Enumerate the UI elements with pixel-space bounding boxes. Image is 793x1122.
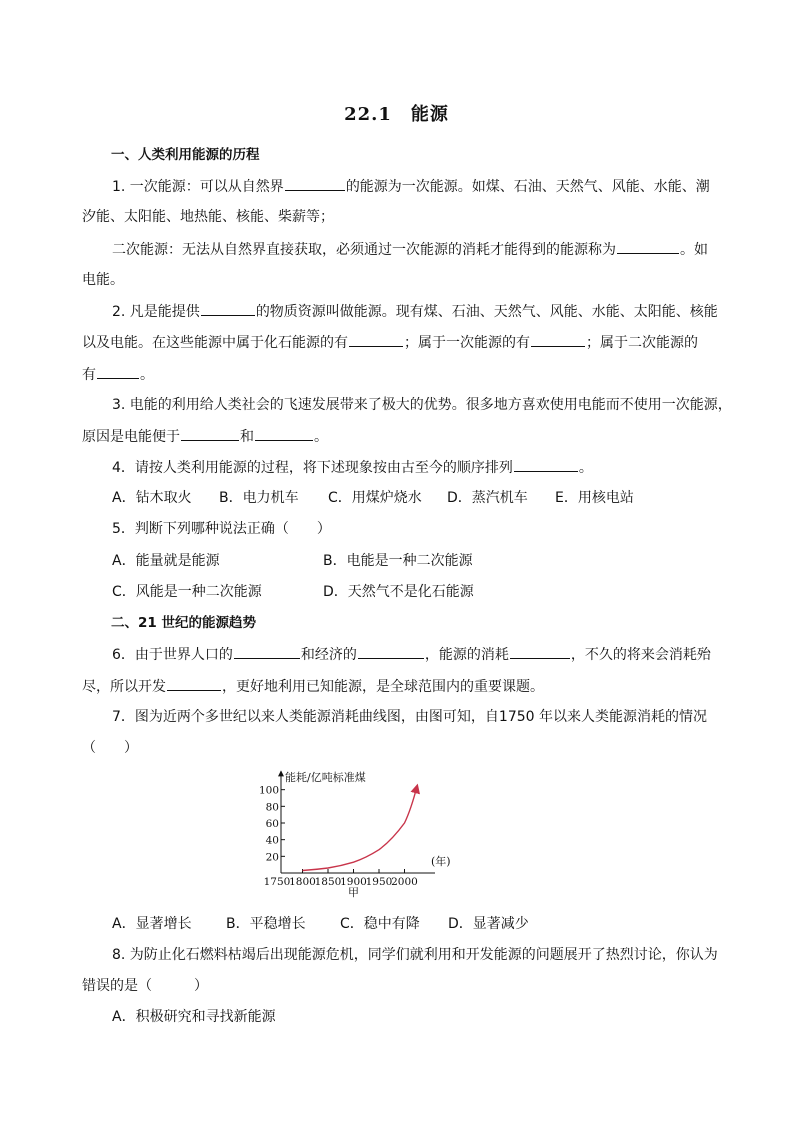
q7-stem: 7．图为近两个多世纪以来人类能源消耗曲线图，由图可知，自1750 年以来人类能源消耗的情况: [112, 709, 707, 725]
q3-text-c: 和: [240, 429, 254, 445]
y-axis-label: 能耗/亿吨标准煤: [285, 771, 366, 784]
question-6-line-1: [112, 645, 711, 664]
q2-text-a: 2. 凡是能提供: [112, 304, 200, 320]
q2-text-c: 以及电能。在这些能源中属于化石能源的有: [82, 335, 348, 351]
question-3-line-2: [82, 427, 328, 446]
q7-option-b[interactable]: B．平稳增长: [226, 916, 306, 932]
question-1-line-1: [112, 177, 710, 196]
q2-text-d: ；属于一次能源的有: [404, 335, 530, 351]
chart-caption: 甲: [348, 886, 359, 899]
y-tick-label: 100: [258, 784, 279, 797]
question-1-line-3: [112, 240, 708, 259]
q1-blank-2[interactable]: [617, 240, 679, 254]
q8-option-a[interactable]: A．积极研究和寻找新能源: [112, 1009, 276, 1025]
q6-blank-1[interactable]: [234, 645, 300, 659]
q7-option-a[interactable]: A．显著增长: [112, 916, 192, 932]
question-2-line-2: [82, 333, 698, 352]
q3-blank-1[interactable]: [181, 427, 239, 441]
q2-text-g: 。: [140, 367, 154, 383]
y-tick-label: 60: [265, 818, 279, 830]
q6-text-b: 和经济的: [300, 647, 357, 663]
x-tick-label: 2000: [391, 876, 418, 888]
q4-blank[interactable]: [514, 458, 578, 472]
section-heading-2: 二、21 世纪的能源趋势: [111, 615, 256, 631]
q2-blank-4[interactable]: [97, 365, 139, 379]
q4-option-d[interactable]: D．蒸汽机车: [447, 490, 528, 506]
q7-option-c[interactable]: C．稳中有降: [340, 916, 420, 932]
q5-option-d[interactable]: D．天然气不是化石能源: [323, 584, 474, 600]
q6-blank-4[interactable]: [167, 677, 221, 691]
q1-text-d: 二次能源：无法从自然界直接获取，必须通过一次能源的消耗才能得到的能源称为: [112, 242, 616, 258]
q6-text-d: ，不久的将来会消耗殆: [570, 647, 711, 663]
x-tick-label: 1750: [263, 876, 291, 888]
q1-text-f: 电能。: [82, 272, 124, 288]
y-tick-label: 20: [265, 851, 279, 864]
consumption-curve: [303, 786, 418, 871]
q2-text-b: 的物质资源叫做能源。现有煤、石油、天然气、风能、水能、太阳能、核能: [255, 304, 718, 320]
energy-consumption-chart: [255, 765, 465, 900]
q1-text-e: 。如: [680, 242, 708, 258]
q4-text-b: 。: [578, 460, 593, 476]
q4-option-c[interactable]: C．用煤炉烧水: [328, 490, 422, 506]
y-tick-label: 80: [265, 801, 279, 814]
q1-text-c: 汐能、太阳能、地热能、核能、柴薪等；: [82, 209, 334, 225]
x-tick-label: 1900: [340, 876, 367, 888]
q5-option-a[interactable]: A．能量就是能源: [112, 553, 220, 569]
q2-blank-1[interactable]: [201, 302, 255, 316]
q3-text-b: 原因是电能便于: [82, 429, 180, 445]
q6-text-a: 6．由于世界人口的: [112, 647, 233, 663]
q5-option-b[interactable]: B．电能是一种二次能源: [323, 553, 473, 569]
question-2-line-3: [82, 365, 154, 384]
question-4-stem: [112, 458, 593, 477]
q8-text-a: 8. 为防止化石燃料枯竭后出现能源危机，同学们就利用和开发能源的问题展开了热烈讨论，你认为: [112, 947, 718, 963]
q3-text-a: 3. 电能的利用给人类社会的飞速发展带来了极大的优势。很多地方喜欢使用电能而不使用一次能源，: [112, 397, 732, 413]
y-tick-label: 40: [265, 834, 279, 847]
q3-text-d: 。: [314, 429, 328, 445]
section-heading-1: 一、人类利用能源的历程: [111, 147, 260, 163]
q6-blank-3[interactable]: [510, 645, 570, 659]
q3-blank-2[interactable]: [255, 427, 313, 441]
q1-text-a: 1. 一次能源：可以从自然界: [112, 179, 284, 195]
q6-text-f: ，更好地利用已知能源，是全球范围内的重要课题。: [222, 679, 544, 695]
q4-option-b[interactable]: B．电力机车: [219, 490, 299, 506]
q6-text-c: ，能源的消耗: [424, 647, 509, 663]
q1-blank-1[interactable]: [285, 177, 345, 191]
q2-blank-3[interactable]: [531, 333, 585, 347]
q6-blank-2[interactable]: [358, 645, 424, 659]
q7-option-d[interactable]: D．显著减少: [448, 916, 529, 932]
q2-text-e: ；属于二次能源的: [586, 335, 698, 351]
q4-option-e[interactable]: E．用核电站: [555, 490, 634, 506]
q4-option-a[interactable]: A．钻木取火: [112, 490, 192, 506]
q7-answer-paren: （ ）: [82, 740, 138, 756]
q1-text-b: 的能源为一次能源。如煤、石油、天然气、风能、水能、潮: [345, 179, 710, 195]
page-title: 22.1 能源: [344, 104, 449, 125]
q2-text-f: 有: [82, 367, 96, 383]
q2-blank-2[interactable]: [349, 333, 403, 347]
question-6-line-2: [82, 677, 544, 696]
q8-text-b: 错误的是（ ）: [82, 978, 208, 994]
q6-text-e: 尽，所以开发: [82, 679, 166, 695]
x-tick-label: 1950: [365, 876, 393, 888]
x-tick-label: 1800: [289, 876, 316, 888]
question-2-line-1: [112, 302, 718, 321]
q4-text-a: 4．请按人类利用能源的过程，将下述现象按由古至今的顺序排列: [112, 460, 513, 476]
q5-option-c[interactable]: C．风能是一种二次能源: [112, 584, 262, 600]
q5-stem: 5．判断下列哪种说法正确（ ）: [112, 521, 331, 537]
x-tick-label: 1850: [314, 876, 342, 888]
x-axis-label: (年): [431, 855, 451, 868]
